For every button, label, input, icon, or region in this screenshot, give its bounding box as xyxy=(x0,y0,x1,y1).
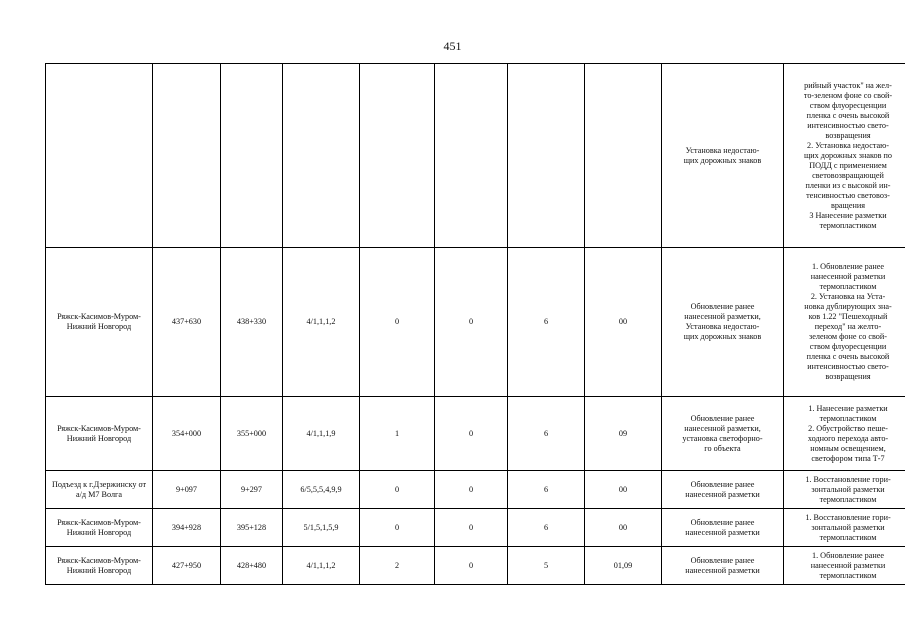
desc-line: светофором типа Т-7 xyxy=(811,453,885,463)
road-works-table xyxy=(45,63,905,585)
desc-line: то-зеленом фоне со свой- xyxy=(803,90,893,100)
work-line: Обновление ранее xyxy=(690,302,755,311)
cell-v1: 0 xyxy=(360,248,435,397)
desc-line: термопластиком xyxy=(819,282,877,291)
cell-v3: 6 xyxy=(508,509,585,547)
work-line: нанесенной разметки xyxy=(685,527,760,537)
desc-line: вращения xyxy=(830,200,866,210)
cell-desc xyxy=(784,397,905,471)
desc-line: пленка с очень высокой xyxy=(806,110,890,120)
cell-desc xyxy=(784,64,905,248)
desc-line: номным освещением, xyxy=(810,443,886,453)
cell-start xyxy=(153,64,221,248)
cell-start: 354+000 xyxy=(153,397,221,471)
desc-line: нанесенной разметки xyxy=(810,272,886,281)
cell-road xyxy=(46,64,153,248)
cell-v1: 2 xyxy=(360,547,435,585)
work-line: Обновление ранее xyxy=(690,555,755,565)
cell-end: 395+128 xyxy=(221,509,283,547)
desc-line: возвращения xyxy=(825,372,871,381)
table-row xyxy=(46,248,905,397)
desc-line: интенсивностью свето- xyxy=(807,120,889,130)
desc-line: зонтальной разметки xyxy=(811,522,885,532)
cell-road: Ряжск-Касимов-Муром-Нижний Новгород xyxy=(46,547,153,585)
cell-v4: 00 xyxy=(585,509,662,547)
cell-v1 xyxy=(360,64,435,248)
cell-work xyxy=(662,64,784,248)
cell-work xyxy=(662,397,784,471)
cell-code: 5/1,5,1,5,9 xyxy=(283,509,360,547)
work-line: нанесенной разметки, xyxy=(684,423,761,433)
cell-v3: 5 xyxy=(508,547,585,585)
desc-line: термопластиком xyxy=(819,532,877,542)
desc-line: интенсивностью свето- xyxy=(807,362,889,371)
desc-line: нанесенной разметки xyxy=(810,560,886,570)
desc-line: пленки из с высокой ин- xyxy=(805,180,891,190)
cell-road: Ряжск-Касимов-Муром-Нижний Новгород xyxy=(46,509,153,547)
desc-line: 1. Обновление ранее xyxy=(811,550,885,560)
desc-line: термопластиком xyxy=(819,220,877,230)
cell-start: 9+097 xyxy=(153,471,221,509)
work-line: го объекта xyxy=(704,443,741,453)
page-number: 451 xyxy=(443,39,462,53)
cell-v2: 0 xyxy=(435,248,508,397)
desc-line: возвращения xyxy=(825,130,871,140)
desc-line: ходного перехода авто- xyxy=(807,433,889,443)
cell-work xyxy=(662,547,784,585)
table-row xyxy=(46,64,905,248)
desc-line: 2. Установка недостаю- xyxy=(807,140,889,150)
desc-line: 2. Обустройство пеше- xyxy=(808,423,888,433)
desc-line: зонтальной разметки xyxy=(811,484,885,494)
work-line: Обновление ранее xyxy=(690,479,755,489)
desc-line: ством флуоресценции xyxy=(809,100,887,110)
work-line: нанесенной разметки xyxy=(685,565,760,575)
cell-v3: 6 xyxy=(508,471,585,509)
work-line: нанесенной разметки xyxy=(685,489,760,499)
desc-line: тенсивностью световоз- xyxy=(806,190,890,200)
work-line: нанесенной разметки, xyxy=(684,312,761,321)
work-line: Установка недостаю- xyxy=(685,145,760,155)
desc-line: переход" на желто- xyxy=(814,322,882,331)
cell-v4: 00 xyxy=(585,471,662,509)
cell-v3: 6 xyxy=(508,248,585,397)
cell-desc xyxy=(784,547,905,585)
cell-code: 6/5,5,5,4,9,9 xyxy=(283,471,360,509)
table-row xyxy=(46,509,905,547)
cell-end: 355+000 xyxy=(221,397,283,471)
desc-line: ков 1.22 "Пешеходный xyxy=(808,312,888,321)
cell-end: 428+480 xyxy=(221,547,283,585)
cell-start: 437+630 xyxy=(153,248,221,397)
cell-work xyxy=(662,471,784,509)
work-line: установка светофорно- xyxy=(682,433,763,443)
cell-v1: 0 xyxy=(360,509,435,547)
desc-line: термопластиком xyxy=(819,570,877,580)
desc-line: щих дорожных знаков по xyxy=(803,150,893,160)
work-line: Обновление ранее xyxy=(690,413,755,423)
table-row xyxy=(46,397,905,471)
desc-line: 1. Обновление ранее xyxy=(811,262,885,271)
cell-start: 427+950 xyxy=(153,547,221,585)
cell-v2: 0 xyxy=(435,509,508,547)
desc-line: зеленом фоне со свой- xyxy=(808,332,888,341)
work-line: щих дорожных знаков xyxy=(683,332,762,341)
cell-code: 4/1,1,1,2 xyxy=(283,547,360,585)
cell-code xyxy=(283,64,360,248)
cell-v2: 0 xyxy=(435,471,508,509)
cell-desc xyxy=(784,248,905,397)
cell-desc xyxy=(784,471,905,509)
cell-code: 4/1,1,1,2 xyxy=(283,248,360,397)
desc-line: термопластиком xyxy=(819,494,877,504)
table-row xyxy=(46,547,905,585)
cell-v4: 01,09 xyxy=(585,547,662,585)
cell-v3: 6 xyxy=(508,397,585,471)
cell-desc xyxy=(784,509,905,547)
desc-line: ПОДД с применением xyxy=(809,160,887,170)
cell-v3 xyxy=(508,64,585,248)
desc-line: ством флуоресценции xyxy=(809,342,887,351)
cell-road: Подъезд к г.Дзержинску от а/д М7 Волга xyxy=(46,471,153,509)
cell-v2: 0 xyxy=(435,397,508,471)
cell-road: Ряжск-Касимов-Муром-Нижний Новгород xyxy=(46,248,153,397)
cell-v1: 1 xyxy=(360,397,435,471)
desc-line: 2. Установка на Уста- xyxy=(810,292,886,301)
desc-line: 3 Нанесение разметки xyxy=(809,210,887,220)
cell-end: 438+330 xyxy=(221,248,283,397)
cell-road: Ряжск-Касимов-Муром-Нижний Новгород xyxy=(46,397,153,471)
cell-v2: 0 xyxy=(435,547,508,585)
work-line: Обновление ранее xyxy=(690,517,755,527)
table-row xyxy=(46,471,905,509)
cell-v4: 00 xyxy=(585,248,662,397)
desc-line: термопластиком xyxy=(819,413,877,423)
desc-line: новка дублирующих зна- xyxy=(804,302,892,311)
desc-line: пленка с очень высокой xyxy=(806,352,890,361)
cell-v4: 09 xyxy=(585,397,662,471)
cell-work xyxy=(662,509,784,547)
desc-line: 1. Восстановление гори- xyxy=(805,474,891,484)
desc-line: световозвращающей xyxy=(812,170,884,180)
cell-v2 xyxy=(435,64,508,248)
desc-line: 1. Восстановление гори- xyxy=(805,512,891,522)
desc-line: 1. Нанесение разметки xyxy=(808,403,888,413)
cell-v4 xyxy=(585,64,662,248)
desc-line: рийный участок" на жел- xyxy=(804,80,892,90)
cell-code: 4/1,1,1,9 xyxy=(283,397,360,471)
cell-v1: 0 xyxy=(360,471,435,509)
work-line: щих дорожных знаков xyxy=(683,155,762,165)
cell-start: 394+928 xyxy=(153,509,221,547)
cell-end xyxy=(221,64,283,248)
cell-work xyxy=(662,248,784,397)
work-line: Установка недостаю- xyxy=(685,322,760,331)
cell-end: 9+297 xyxy=(221,471,283,509)
